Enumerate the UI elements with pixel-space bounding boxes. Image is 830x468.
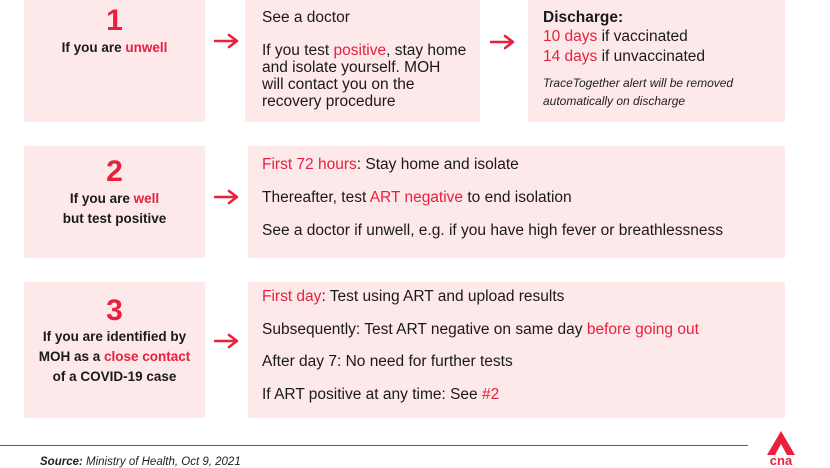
- row1-number: 1: [106, 4, 123, 37]
- row1-right-line2-post: if unvaccinated: [597, 48, 706, 65]
- right-arrow-icon: [214, 189, 240, 205]
- row3-line1: [262, 287, 564, 306]
- row2-label-highlight: well: [133, 191, 160, 206]
- source-text: Ministry of Health, Oct 9, 2021: [86, 456, 241, 468]
- row2-line1-post: : Stay home and isolate: [356, 156, 519, 173]
- row3-number: 3: [106, 294, 123, 327]
- row3-label-highlight: close contact: [104, 349, 191, 364]
- cna-logo-text: cna: [769, 453, 793, 468]
- row1-right-title: Discharge:: [543, 9, 624, 26]
- row1-mid-line1: See a doctor: [262, 9, 350, 26]
- row1-label-highlight: unwell: [125, 40, 168, 55]
- row1-mid-line5: recovery procedure: [262, 93, 396, 110]
- row2-label-line2: but test positive: [62, 211, 167, 226]
- row3-label-line2: [24, 347, 205, 367]
- footer-divider: [0, 445, 748, 446]
- row2-label: [24, 189, 205, 229]
- row2-label-line1: [24, 189, 205, 209]
- row3-line4-hl: #2: [481, 386, 500, 403]
- row3-line2-hl: before going out: [586, 321, 699, 338]
- row3-line1-post: : Test using ART and upload results: [321, 288, 565, 305]
- row1-right-line1-hl: 10 days: [543, 28, 598, 45]
- row1-mid-line4: will contact you on the: [262, 76, 415, 93]
- row1-label-text: If you are: [61, 40, 126, 55]
- row3-line4: [262, 385, 499, 404]
- row3-label-line3: of a COVID-19 case: [52, 369, 177, 384]
- row1-right-line1: [543, 27, 688, 46]
- row1-right-note1: TraceTogether alert will be removed: [543, 76, 734, 90]
- row3-line1-hl: First day: [262, 288, 322, 305]
- row2-line1-hl: First 72 hours: [262, 156, 357, 173]
- source-label: Source:: [40, 456, 83, 468]
- row3-line4-pre: If ART positive at any time: See: [262, 386, 482, 403]
- row2-label-pre: If you are: [69, 191, 134, 206]
- row1-right-line2-hl: 14 days: [543, 48, 598, 65]
- row1-mid-line3: and isolate yourself. MOH: [262, 59, 441, 76]
- row1-label: [24, 38, 205, 58]
- row2-line2-post: to end isolation: [463, 189, 572, 206]
- row2-number: 2: [106, 155, 123, 188]
- row1-right-line1-post: if vaccinated: [597, 28, 688, 45]
- right-arrow-icon: [214, 333, 240, 349]
- row1-right-note2: automatically on discharge: [543, 94, 686, 108]
- row2-line1: [262, 155, 519, 174]
- row3-label-line2-pre: MOH as a: [38, 349, 104, 364]
- row2-line2: [262, 188, 572, 207]
- right-arrow-icon: [490, 34, 516, 50]
- right-arrow-icon: [214, 33, 240, 49]
- row2-line3: See a doctor if unwell, e.g. if you have high fever or breathlessness: [262, 222, 723, 239]
- row1-right-line2: [543, 47, 705, 66]
- row3-line2: [262, 320, 699, 339]
- row1-mid-line2-pre: If you test: [262, 42, 334, 59]
- row3-line3: After day 7: No need for further tests: [262, 353, 513, 370]
- row1-mid-line2-hl: positive: [333, 42, 387, 59]
- row2-line2-pre: Thereafter, test: [262, 189, 370, 206]
- row3-label: [24, 327, 205, 387]
- source-line: [40, 456, 241, 468]
- cna-logo: [766, 430, 796, 468]
- row3-label-line1: If you are identified by: [42, 329, 187, 344]
- row3-line2-pre: Subsequently: Test ART negative on same day: [262, 321, 587, 338]
- row2-line2-hl: ART negative: [369, 189, 464, 206]
- row1-mid-line2-post: , stay home: [386, 42, 467, 59]
